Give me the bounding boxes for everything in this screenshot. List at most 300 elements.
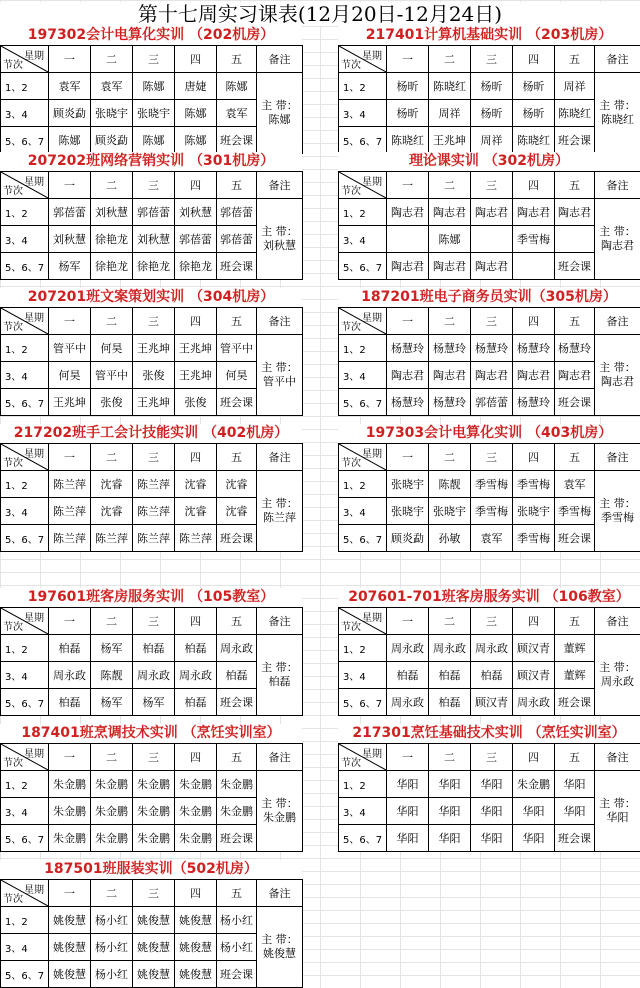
schedule-table (338, 607, 640, 716)
period-row (339, 635, 640, 662)
period-row (339, 335, 640, 362)
teacher-cell: 顾炎勐 (91, 127, 133, 154)
teacher-cell: 董辉 (555, 635, 595, 662)
day-header: 一 (387, 308, 429, 335)
schedule-table (338, 443, 640, 552)
teacher-cell: 陶志君 (429, 253, 471, 280)
schedule-block-9 (0, 588, 302, 716)
teacher-cell: 顾汉青 (513, 662, 555, 689)
day-header: 二 (429, 46, 471, 73)
teacher-cell: 班会课 (555, 127, 595, 154)
teacher-cell: 郭蓓蕾 (175, 226, 217, 253)
teacher-cell (387, 226, 429, 253)
teacher-cell: 陶志君 (513, 362, 555, 389)
day-header: 三 (133, 608, 175, 635)
teacher-cell: 袁军 (91, 73, 133, 100)
schedule-block-1 (0, 26, 302, 154)
header-row (1, 172, 303, 199)
teacher-cell: 袁军 (217, 100, 257, 127)
teacher-cell: 管平中 (49, 335, 91, 362)
header-row (1, 744, 303, 771)
schedule-table (338, 743, 640, 852)
note-header: 备注 (257, 744, 303, 771)
day-header: 一 (387, 744, 429, 771)
teacher-cell: 陶志君 (387, 253, 429, 280)
day-header: 三 (471, 608, 513, 635)
teacher-cell: 周永政 (133, 662, 175, 689)
teacher-cell: 徐艳龙 (175, 253, 217, 280)
day-header: 四 (175, 46, 217, 73)
schedule-block-12 (338, 724, 640, 852)
teacher-cell: 杨军 (133, 689, 175, 716)
teacher-cell (513, 253, 555, 280)
teacher-cell: 何昊 (91, 335, 133, 362)
teacher-cell: 姚俊慧 (49, 961, 91, 988)
teacher-cell: 柏磊 (471, 662, 513, 689)
teacher-cell: 顾炎勐 (387, 525, 429, 552)
teacher-cell: 杨慧玲 (387, 389, 429, 416)
teacher-cell: 沈睿 (175, 471, 217, 498)
teacher-cell: 姚俊慧 (175, 961, 217, 988)
period-label: 1、2 (1, 635, 49, 662)
day-header: 二 (91, 46, 133, 73)
period-label: 3、4 (339, 362, 387, 389)
lead-teacher-name: 周永政 (595, 675, 640, 689)
day-header: 二 (91, 444, 133, 471)
teacher-cell: 柏磊 (429, 689, 471, 716)
lead-teacher-label: 主 带： (257, 361, 302, 375)
section-label: 节次 (3, 182, 23, 197)
period-label: 3、4 (1, 100, 49, 127)
day-header: 一 (387, 608, 429, 635)
schedule-block-6 (338, 288, 640, 416)
teacher-cell: 杨慧玲 (429, 389, 471, 416)
teacher-cell: 刘秋慧 (91, 199, 133, 226)
day-header: 三 (133, 308, 175, 335)
block-title: 理论课实训 （302机房） (338, 152, 640, 171)
teacher-cell: 杨昕 (513, 73, 555, 100)
schedule-block-11 (0, 724, 302, 852)
day-header: 五 (217, 46, 257, 73)
note-header: 备注 (595, 172, 640, 199)
day-header: 三 (133, 444, 175, 471)
teacher-cell: 朱金鹏 (49, 798, 91, 825)
note-cell (595, 635, 640, 716)
schedule-block-3 (0, 152, 302, 280)
teacher-cell: 陶志君 (387, 362, 429, 389)
schedule-block-4 (338, 152, 640, 280)
day-header: 二 (429, 444, 471, 471)
teacher-cell: 周祥 (471, 127, 513, 154)
day-header: 四 (175, 744, 217, 771)
teacher-cell: 袁军 (471, 525, 513, 552)
teacher-cell: 柏磊 (175, 635, 217, 662)
lead-teacher-name: 柏磊 (257, 675, 302, 689)
teacher-cell: 郭蓓蕾 (217, 226, 257, 253)
teacher-cell: 周永政 (471, 635, 513, 662)
period-label: 5、6、7 (339, 689, 387, 716)
week-label: 星期 (24, 745, 44, 760)
teacher-cell: 王兆坤 (175, 335, 217, 362)
day-header: 五 (217, 444, 257, 471)
period-label: 5、6、7 (339, 253, 387, 280)
lead-teacher-name: 陈晓红 (595, 113, 640, 127)
note-header: 备注 (257, 880, 303, 907)
period-label: 1、2 (339, 199, 387, 226)
teacher-cell: 杨军 (91, 635, 133, 662)
note-header: 备注 (595, 308, 640, 335)
teacher-cell: 朱金鹏 (133, 771, 175, 798)
block-title: 207201班文案策划实训 （304机房） (0, 288, 302, 307)
teacher-cell: 顾炎勐 (49, 100, 91, 127)
lead-teacher-name: 陈兰萍 (257, 511, 302, 525)
corner-header-cell (1, 444, 49, 471)
block-title: 207202班网络营销实训 （301机房） (0, 152, 302, 171)
schedule-block-7 (0, 424, 302, 552)
note-cell (257, 907, 303, 988)
period-row (339, 771, 640, 798)
block-title: 207601-701班客房服务实训 （106教室） (338, 588, 640, 607)
teacher-cell: 王兆坤 (49, 389, 91, 416)
corner-header-cell (339, 444, 387, 471)
teacher-cell: 徐艳龙 (133, 253, 175, 280)
teacher-cell: 杨小红 (91, 961, 133, 988)
period-label: 3、4 (1, 798, 49, 825)
period-label: 1、2 (1, 199, 49, 226)
section-label: 节次 (3, 454, 23, 469)
period-label: 3、4 (339, 798, 387, 825)
teacher-cell: 柏磊 (175, 689, 217, 716)
block-title: 217401计算机基础实训 （203机房） (338, 26, 640, 45)
block-title: 197303会计电算化实训 （403机房） (338, 424, 640, 443)
period-label: 5、6、7 (1, 127, 49, 154)
day-header: 四 (175, 172, 217, 199)
teacher-cell: 杨慧玲 (555, 335, 595, 362)
teacher-cell: 朱金鹏 (133, 798, 175, 825)
day-header: 五 (555, 744, 595, 771)
teacher-cell: 王兆坤 (133, 335, 175, 362)
section-label: 节次 (341, 618, 361, 633)
header-row (339, 308, 640, 335)
teacher-cell: 朱金鹏 (175, 798, 217, 825)
day-header: 四 (175, 880, 217, 907)
teacher-cell: 陈晓红 (555, 100, 595, 127)
header-row (339, 46, 640, 73)
teacher-cell: 王兆坤 (429, 127, 471, 154)
teacher-cell: 张晓宇 (387, 471, 429, 498)
note-cell (595, 335, 640, 416)
note-cell (595, 73, 640, 154)
note-header: 备注 (595, 608, 640, 635)
header-row (1, 444, 303, 471)
teacher-cell: 王兆坤 (175, 362, 217, 389)
day-header: 五 (555, 46, 595, 73)
week-label: 星期 (362, 173, 382, 188)
note-cell (257, 199, 303, 280)
period-row (1, 907, 303, 934)
teacher-cell: 杨慧玲 (513, 335, 555, 362)
lead-teacher-label: 主 带： (595, 361, 640, 375)
block-title: 187401班烹调技术实训 （烹饪实训室） (0, 724, 302, 743)
lead-teacher-name: 刘秋慧 (257, 239, 302, 253)
teacher-cell: 陈晓红 (387, 127, 429, 154)
day-header: 二 (91, 744, 133, 771)
period-label: 5、6、7 (339, 825, 387, 852)
teacher-cell: 班会课 (555, 389, 595, 416)
teacher-cell: 杨小红 (217, 934, 257, 961)
teacher-cell: 周永政 (387, 689, 429, 716)
day-header: 四 (513, 444, 555, 471)
day-header: 四 (513, 172, 555, 199)
block-title: 197601班客房服务实训 （105教室） (0, 588, 302, 607)
teacher-cell: 郭蓓蕾 (217, 199, 257, 226)
teacher-cell: 陶志君 (429, 362, 471, 389)
teacher-cell: 季雪梅 (555, 498, 595, 525)
day-header: 三 (133, 744, 175, 771)
teacher-cell: 季雪梅 (471, 471, 513, 498)
teacher-cell: 华阳 (387, 771, 429, 798)
teacher-cell: 周祥 (429, 100, 471, 127)
teacher-cell: 柏磊 (133, 635, 175, 662)
teacher-cell: 沈睿 (217, 471, 257, 498)
period-row (1, 635, 303, 662)
teacher-cell: 沈睿 (91, 498, 133, 525)
note-cell (257, 335, 303, 416)
teacher-cell: 顾汉青 (513, 635, 555, 662)
schedule-table (0, 443, 303, 552)
lead-teacher-label: 主 带： (257, 225, 302, 239)
lead-teacher-name: 管平中 (257, 375, 302, 389)
corner-header-cell (1, 308, 49, 335)
schedule-table (0, 879, 303, 988)
day-header: 五 (217, 308, 257, 335)
period-row (1, 73, 303, 100)
period-label: 1、2 (339, 635, 387, 662)
teacher-cell: 华阳 (513, 798, 555, 825)
teacher-cell: 杨小红 (91, 934, 133, 961)
week-label: 星期 (24, 309, 44, 324)
day-header: 一 (49, 172, 91, 199)
period-label: 3、4 (1, 498, 49, 525)
teacher-cell: 陶志君 (555, 362, 595, 389)
teacher-cell: 周永政 (429, 635, 471, 662)
schedule-block-2 (338, 26, 640, 154)
header-row (1, 308, 303, 335)
teacher-cell: 朱金鹏 (133, 825, 175, 852)
day-header: 五 (555, 172, 595, 199)
lead-teacher-name: 朱金鹏 (257, 811, 302, 825)
corner-header-cell (339, 172, 387, 199)
day-header: 三 (471, 744, 513, 771)
day-header: 三 (133, 46, 175, 73)
teacher-cell: 张俊 (133, 362, 175, 389)
corner-header-cell (339, 608, 387, 635)
teacher-cell: 班会课 (555, 689, 595, 716)
lead-teacher-label: 主 带： (257, 933, 302, 947)
period-label: 3、4 (339, 226, 387, 253)
teacher-cell: 班会课 (555, 253, 595, 280)
period-label: 5、6、7 (1, 689, 49, 716)
week-label: 星期 (24, 47, 44, 62)
teacher-cell: 班会课 (217, 689, 257, 716)
corner-header-cell (1, 172, 49, 199)
period-label: 3、4 (339, 662, 387, 689)
note-header: 备注 (257, 608, 303, 635)
teacher-cell: 张晓宇 (387, 498, 429, 525)
header-row (339, 744, 640, 771)
schedule-block-8 (338, 424, 640, 552)
lead-teacher-label: 主 带： (595, 497, 640, 511)
period-label: 1、2 (1, 73, 49, 100)
lead-teacher-label: 主 带： (595, 797, 640, 811)
teacher-cell: 陈娜 (429, 226, 471, 253)
teacher-cell: 姚俊慧 (133, 934, 175, 961)
schedule-table (338, 307, 640, 416)
teacher-cell: 华阳 (429, 771, 471, 798)
period-label: 5、6、7 (1, 961, 49, 988)
day-header: 一 (387, 172, 429, 199)
section-label: 节次 (3, 890, 23, 905)
teacher-cell: 刘秋慧 (175, 199, 217, 226)
day-header: 二 (91, 880, 133, 907)
period-row (339, 199, 640, 226)
teacher-cell: 陈兰萍 (91, 525, 133, 552)
note-cell (595, 471, 640, 552)
teacher-cell: 姚俊慧 (133, 907, 175, 934)
day-header: 四 (513, 308, 555, 335)
teacher-cell: 陈兰萍 (49, 498, 91, 525)
teacher-cell: 周永政 (49, 662, 91, 689)
lead-teacher-label: 主 带： (257, 797, 302, 811)
day-header: 二 (429, 744, 471, 771)
teacher-cell: 陈兰萍 (49, 525, 91, 552)
teacher-cell: 朱金鹏 (175, 771, 217, 798)
week-label: 星期 (362, 309, 382, 324)
teacher-cell: 华阳 (555, 798, 595, 825)
teacher-cell: 王兆坤 (133, 389, 175, 416)
teacher-cell: 沈睿 (91, 471, 133, 498)
teacher-cell: 杨军 (49, 253, 91, 280)
teacher-cell: 班会课 (555, 525, 595, 552)
note-header: 备注 (257, 308, 303, 335)
note-cell (257, 635, 303, 716)
teacher-cell: 季雪梅 (513, 471, 555, 498)
teacher-cell: 陶志君 (471, 199, 513, 226)
day-header: 一 (387, 46, 429, 73)
teacher-cell: 陈兰萍 (133, 498, 175, 525)
teacher-cell: 朱金鹏 (175, 825, 217, 852)
teacher-cell: 朱金鹏 (91, 825, 133, 852)
teacher-cell: 姚俊慧 (133, 961, 175, 988)
day-header: 二 (91, 608, 133, 635)
teacher-cell: 班会课 (217, 525, 257, 552)
day-header: 二 (429, 308, 471, 335)
header-row (1, 46, 303, 73)
teacher-cell: 华阳 (555, 771, 595, 798)
teacher-cell: 郭蓓蕾 (133, 199, 175, 226)
teacher-cell: 柏磊 (429, 662, 471, 689)
teacher-cell: 陈兰萍 (49, 471, 91, 498)
section-label: 节次 (3, 618, 23, 633)
lead-teacher-name: 陈娜 (257, 113, 302, 127)
teacher-cell: 华阳 (387, 798, 429, 825)
period-label: 3、4 (339, 100, 387, 127)
day-header: 三 (133, 172, 175, 199)
period-label: 5、6、7 (1, 525, 49, 552)
day-header: 一 (49, 744, 91, 771)
week-label: 星期 (24, 881, 44, 896)
week-label: 星期 (362, 47, 382, 62)
teacher-cell: 班会课 (555, 825, 595, 852)
teacher-cell: 杨昕 (471, 73, 513, 100)
teacher-cell: 季雪梅 (513, 525, 555, 552)
lead-teacher-name: 姚俊慧 (257, 947, 302, 961)
teacher-cell: 杨昕 (387, 73, 429, 100)
schedule-table (338, 45, 640, 154)
week-label: 星期 (362, 445, 382, 460)
teacher-cell: 周永政 (217, 635, 257, 662)
teacher-cell: 陶志君 (387, 199, 429, 226)
teacher-cell: 陈靓 (429, 471, 471, 498)
lead-teacher-label: 主 带： (595, 661, 640, 675)
teacher-cell: 朱金鹏 (217, 798, 257, 825)
period-row (1, 335, 303, 362)
note-header: 备注 (595, 46, 640, 73)
schedule-block-10 (338, 588, 640, 716)
teacher-cell: 张俊 (175, 389, 217, 416)
period-label: 1、2 (339, 471, 387, 498)
period-label: 5、6、7 (339, 127, 387, 154)
day-header: 三 (471, 308, 513, 335)
period-row (1, 471, 303, 498)
day-header: 五 (217, 744, 257, 771)
period-label: 3、4 (1, 226, 49, 253)
period-label: 1、2 (1, 771, 49, 798)
teacher-cell: 袁军 (555, 471, 595, 498)
lead-teacher-name: 季雪梅 (595, 511, 640, 525)
teacher-cell: 朱金鹏 (91, 771, 133, 798)
section-label: 节次 (341, 182, 361, 197)
teacher-cell: 陈兰萍 (133, 471, 175, 498)
section-label: 节次 (3, 56, 23, 71)
header-row (339, 444, 640, 471)
day-header: 五 (555, 444, 595, 471)
teacher-cell: 郭蓓蕾 (471, 389, 513, 416)
period-label: 1、2 (339, 73, 387, 100)
teacher-cell: 华阳 (429, 825, 471, 852)
period-label: 1、2 (1, 335, 49, 362)
block-title: 217301烹饪基础技术实训 （烹饪实训室） (338, 724, 640, 743)
teacher-cell: 张晓宇 (429, 498, 471, 525)
lead-teacher-label: 主 带： (595, 225, 640, 239)
period-label: 1、2 (1, 907, 49, 934)
week-label: 星期 (24, 609, 44, 624)
period-row (1, 199, 303, 226)
teacher-cell: 何昊 (217, 362, 257, 389)
teacher-cell: 姚俊慧 (175, 907, 217, 934)
corner-header-cell (339, 308, 387, 335)
corner-header-cell (1, 608, 49, 635)
header-row (1, 608, 303, 635)
teacher-cell: 陶志君 (429, 199, 471, 226)
page-title: 第十七周实习课表(12月20日-12月24日) (0, 2, 640, 26)
schedule-table (0, 171, 303, 280)
period-row (1, 771, 303, 798)
teacher-cell: 陈娜 (217, 73, 257, 100)
section-label: 节次 (341, 754, 361, 769)
block-title: 187501班服装实训（502机房） (0, 860, 302, 879)
corner-header-cell (339, 744, 387, 771)
